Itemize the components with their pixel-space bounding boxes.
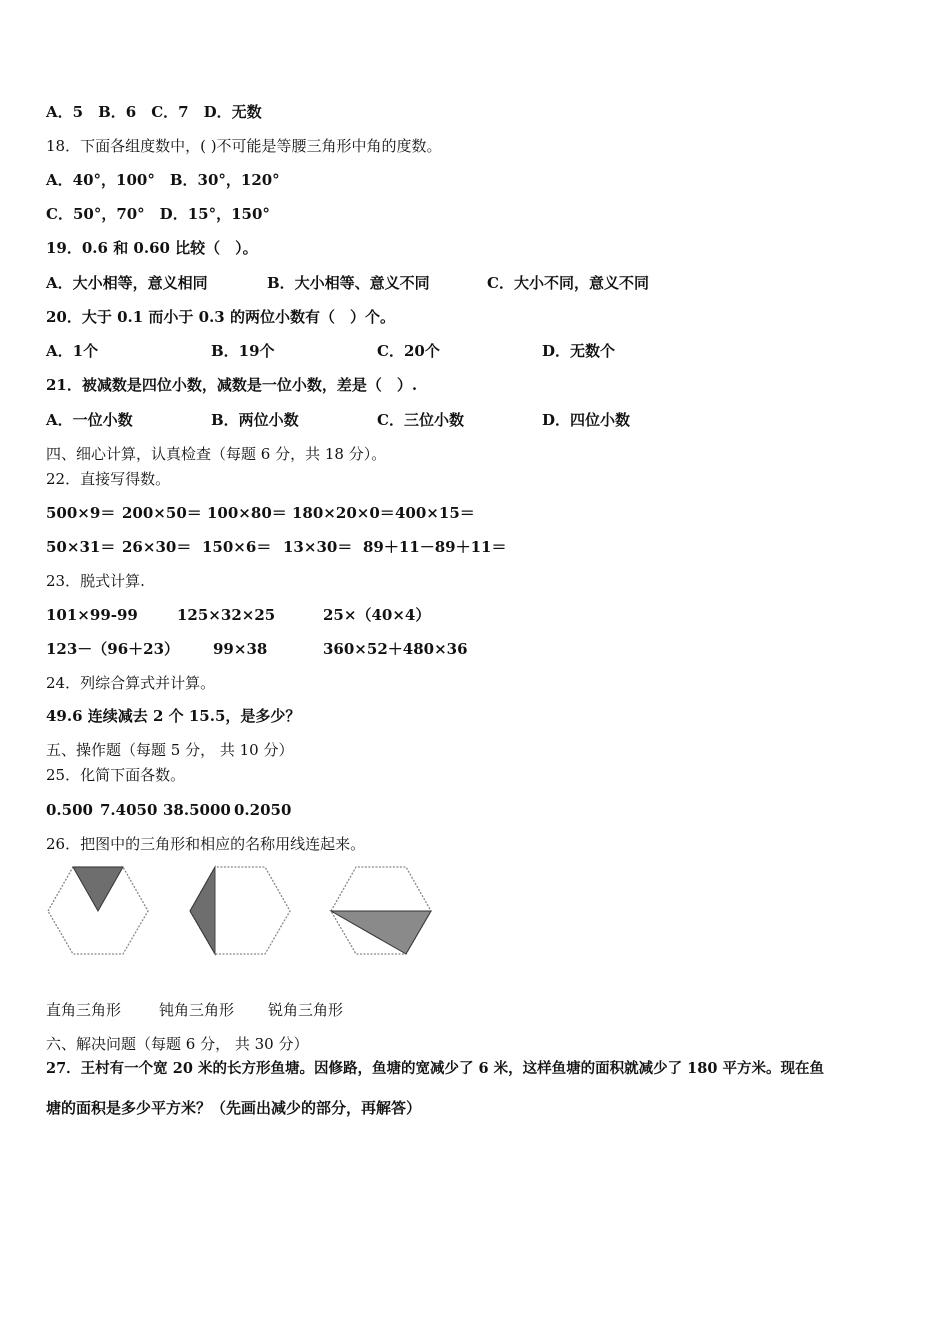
q18-options-row1: A．40°，100° B．30°，120°: [46, 171, 280, 189]
section-6-heading: 六、解决问题（每题 6 分， 共 30 分）: [46, 1035, 309, 1053]
q22-item: 500×9＝: [46, 504, 116, 522]
q27-line1: 27．王村有一个宽 20 米的长方形鱼塘。因修路，鱼塘的宽减少了 6 米，这样鱼塘的面积就减少了 180 平方米。现在鱼: [46, 1060, 824, 1077]
q22-item: 150×6＝: [202, 538, 272, 556]
q19-option-b: B．大小相等、意义不同: [267, 274, 430, 292]
q20-option-c: C．20个: [377, 342, 440, 360]
q22-item: 50×31＝: [46, 538, 116, 556]
q25-number: 0.500: [46, 801, 93, 819]
q21-option-c: C．三位小数: [377, 411, 464, 429]
q22-item: 100×80＝: [207, 504, 287, 522]
q23-item: 25×（40×4）: [323, 606, 431, 624]
q25-stem: 25．化简下面各数。: [46, 766, 186, 784]
q20-option-d: D．无数个: [542, 342, 616, 360]
q18-options-row2: C．50°，70° D．15°，150°: [46, 205, 270, 223]
q23-item: 125×32×25: [177, 606, 276, 624]
q21-stem: 21．被减数是四位小数，减数是一位小数，差是（ ）.: [46, 376, 418, 394]
q24-body: 49.6 连续减去 2 个 15.5，是多少？: [46, 707, 301, 725]
q26-stem: 26．把图中的三角形和相应的名称用线连起来。: [46, 835, 366, 853]
hexagon-figure-1: [46, 864, 150, 956]
q25-number: 0.2050: [234, 801, 292, 819]
section-5-heading: 五、操作题（每题 5 分， 共 10 分）: [46, 741, 294, 759]
q22-stem: 22．直接写得数。: [46, 470, 171, 488]
q22-item: 13×30＝: [283, 538, 353, 556]
q22-item: 200×50＝: [122, 504, 202, 522]
q23-item: 123－（96＋23）: [46, 640, 180, 658]
q25-number: 38.5000: [163, 801, 231, 819]
q27-line2: 塘的面积是多少平方米？（先画出减少的部分，再解答）: [46, 1099, 422, 1117]
q23-item: 101×99-99: [46, 606, 138, 624]
q19-options: [46, 273, 649, 293]
q22-item: 89＋11－89＋11＝: [363, 538, 507, 556]
hexagon-figure-3: [329, 864, 433, 956]
q22-item: 400×15＝: [395, 504, 475, 522]
q23-item: 360×52＋480×36: [323, 640, 468, 658]
q22-item: 180×20×0＝: [292, 504, 395, 522]
q22-row1: [46, 503, 475, 523]
triangle-name: 钝角三角形: [159, 1001, 235, 1019]
q21-options: [46, 410, 630, 430]
q23-row2: [46, 639, 468, 659]
q25-numbers: [46, 800, 291, 820]
q24-stem: 24．列综合算式并计算。: [46, 674, 216, 692]
q21-option-b: B．两位小数: [211, 411, 299, 429]
q17-options: A．5 B．6 C．7 D．无数: [46, 103, 262, 121]
hexagon-figure-2: [188, 864, 292, 956]
q20-option-a: A．1个: [46, 342, 99, 360]
triangle-name: 锐角三角形: [268, 1001, 344, 1019]
q25-number: 7.4050: [100, 801, 158, 819]
q18-stem: 18．下面各组度数中，( )不可能是等腰三角形中角的度数。: [46, 137, 442, 155]
q23-item: 99×38: [213, 640, 268, 658]
section-4-heading: 四、细心计算，认真检查（每题 6 分，共 18 分）。: [46, 445, 387, 463]
triangle-name: 直角三角形: [46, 1001, 122, 1019]
q20-stem: 20．大于 0.1 而小于 0.3 的两位小数有（ ）个。: [46, 308, 395, 326]
q21-option-d: D．四位小数: [542, 411, 631, 429]
q20-option-b: B．19个: [211, 342, 275, 360]
q22-row2: [46, 537, 507, 557]
q21-option-a: A．一位小数: [46, 411, 133, 429]
q23-stem: 23．脱式计算.: [46, 572, 145, 590]
q19-option-a: A．大小相等，意义相同: [46, 274, 208, 292]
q22-item: 26×30＝: [122, 538, 192, 556]
q23-row1: [46, 605, 430, 625]
q19-stem: 19．0.6 和 0.60 比较（ ）。: [46, 239, 258, 257]
q26-names: [46, 1000, 343, 1020]
q19-option-c: C．大小不同，意义不同: [487, 274, 649, 292]
q20-options: [46, 341, 615, 361]
